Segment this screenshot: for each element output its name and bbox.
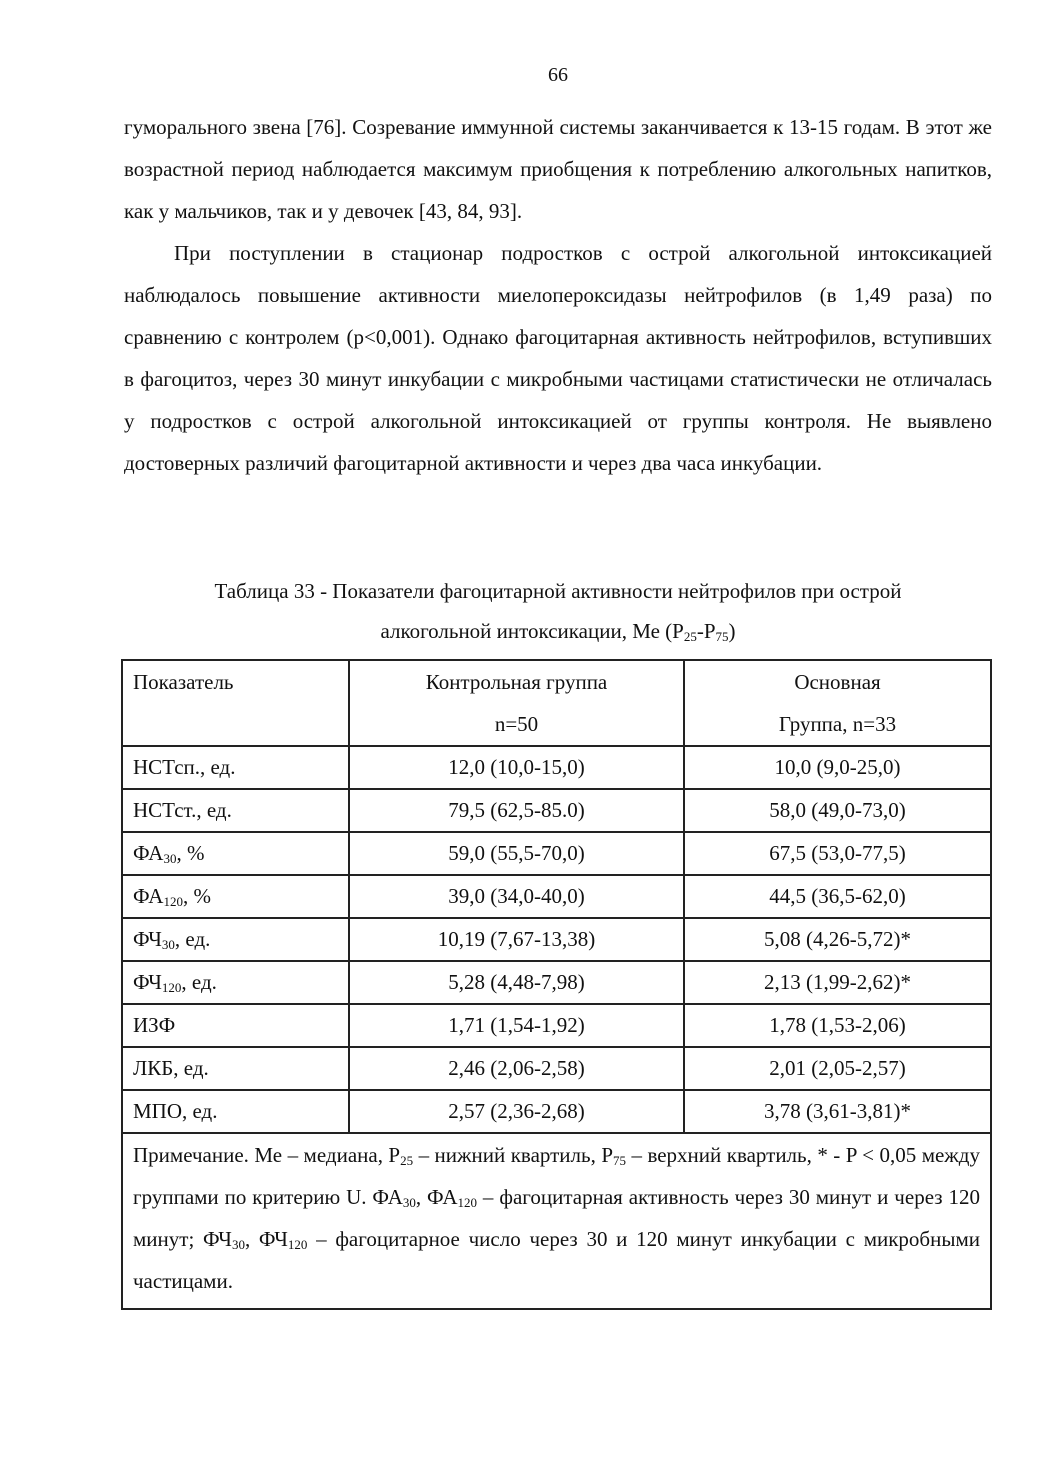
- table-row: [122, 918, 991, 961]
- indicator-subscript: 30: [163, 851, 177, 866]
- table-row: [122, 1004, 991, 1047]
- indicator-name: ИЗФ: [133, 1013, 176, 1037]
- note-text-1: Примечание. Ме – медиана, Р: [133, 1143, 401, 1167]
- indicator-cell: [122, 1090, 349, 1133]
- control-group-value: 5,28 (4,48-7,98): [349, 961, 684, 1004]
- indicator-name: НСТсп., ед.: [133, 755, 236, 779]
- paragraph-2: При поступлении в стационар подростков с острой алкогольной интоксикацией наблюдалось повышение активности миелопероксидазы нейтрофилов (в 1,49 раза) по сравнению с контролем (p<0,001). Однако фагоцитарная активность нейтрофилов, вступивших в фагоцитоз, через 30 минут инкубации с микробными частицами статистически не отличалась у подростков с острой алкогольной интоксикацией от группы контроля. Не выявлено достоверных различий фагоцитарной активности и через два часа инкубации.: [124, 241, 992, 475]
- indicator-unit: , %: [176, 841, 205, 865]
- phagocytic-activity-table: [121, 659, 992, 1310]
- main-group-value: 2,01 (2,05-2,57): [684, 1047, 991, 1090]
- control-group-value: 10,19 (7,67-13,38): [349, 918, 684, 961]
- note-sub-fch120: 120: [287, 1237, 308, 1252]
- note-sub-fch30: 30: [231, 1237, 245, 1252]
- main-group-value: 1,78 (1,53-2,06): [684, 1004, 991, 1047]
- note-sub-25: 25: [400, 1153, 414, 1168]
- table-row: [122, 832, 991, 875]
- table-note: [122, 1133, 991, 1309]
- table-header-row: [122, 660, 991, 746]
- caption-prefix: алкогольной интоксикации, Ме (Р: [380, 619, 684, 643]
- caption-sub-75: 75: [715, 629, 729, 644]
- indicator-cell: [122, 789, 349, 832]
- control-group-value: 39,0 (34,0-40,0): [349, 875, 684, 918]
- note-sub-75: 75: [613, 1153, 626, 1168]
- table-caption: [124, 571, 992, 651]
- indicator-unit: , %: [182, 884, 211, 908]
- main-group-value: 2,13 (1,99-2,62)*: [684, 961, 991, 1004]
- indicator-cell: [122, 1004, 349, 1047]
- table-row: [122, 746, 991, 789]
- caption-sub-25: 25: [683, 629, 697, 644]
- note-text-5: – фагоцитарная активность через 30 минут и через 120 минут; ФЧ: [133, 1185, 980, 1251]
- indicator-cell: [122, 961, 349, 1004]
- header-main-line1: Основная: [794, 670, 881, 694]
- indicator-name: ФА: [133, 884, 164, 908]
- note-text-6: , ФЧ: [244, 1227, 288, 1251]
- note-text-4: , ФА: [415, 1185, 458, 1209]
- table-row: [122, 1090, 991, 1133]
- caption-suffix: ): [728, 619, 736, 643]
- table-caption-line2: [124, 611, 992, 651]
- indicator-cell: [122, 832, 349, 875]
- body-text: [124, 106, 992, 484]
- table-caption-line1: Таблица 33 - Показатели фагоцитарной активности нейтрофилов при острой: [214, 579, 902, 603]
- table-row: [122, 875, 991, 918]
- indicator-cell: [122, 918, 349, 961]
- main-group-value: 3,78 (3,61-3,81)*: [684, 1090, 991, 1133]
- indicator-name: ФЧ: [133, 927, 162, 951]
- paragraph-1: гуморального звена [76]. Созревание иммунной системы заканчивается к 13-15 годам. В этот же возрастной период наблюдается максимум приобщения к потреблению алкогольных напитков, как у мальчиков, так и у девочек [43, 84, 93].: [124, 115, 992, 223]
- indicator-cell: [122, 746, 349, 789]
- note-sub-fa120: 120: [457, 1195, 477, 1210]
- header-main-line2: Группа, n=33: [778, 712, 897, 736]
- control-group-value: 2,57 (2,36-2,68): [349, 1090, 684, 1133]
- table-row: [122, 789, 991, 832]
- indicator-unit: , ед.: [174, 927, 211, 951]
- indicator-subscript: 120: [163, 894, 183, 909]
- main-group-value: 67,5 (53,0-77,5): [684, 832, 991, 875]
- main-group-value: 5,08 (4,26-5,72)*: [684, 918, 991, 961]
- indicator-subscript: 30: [161, 937, 175, 952]
- table-row: [122, 1047, 991, 1090]
- control-group-value: 12,0 (10,0-15,0): [349, 746, 684, 789]
- indicator-name: ФЧ: [133, 970, 162, 994]
- page-number: 66: [548, 64, 568, 86]
- header-indicator: Показатель: [122, 660, 349, 746]
- control-group-value: 59,0 (55,5-70,0): [349, 832, 684, 875]
- control-group-value: 1,71 (1,54-1,92): [349, 1004, 684, 1047]
- indicator-name: ЛКБ, ед.: [133, 1056, 209, 1080]
- main-group-value: 44,5 (36,5-62,0): [684, 875, 991, 918]
- indicator-name: НСТст., ед.: [133, 798, 232, 822]
- indicator-cell: [122, 1047, 349, 1090]
- header-control-group: [349, 660, 684, 746]
- control-group-value: 79,5 (62,5-85.0): [349, 789, 684, 832]
- indicator-name: МПО, ед.: [133, 1099, 218, 1123]
- header-main-group: [684, 660, 991, 746]
- indicator-cell: [122, 875, 349, 918]
- note-text-3: – верхний квартиль, * - P < 0,05 между группами по критерию U. ФА: [133, 1143, 980, 1209]
- main-group-value: 58,0 (49,0-73,0): [684, 789, 991, 832]
- main-group-value: 10,0 (9,0-25,0): [684, 746, 991, 789]
- indicator-subscript: 120: [161, 980, 182, 995]
- table-row: [122, 961, 991, 1004]
- indicator-unit: , ед.: [181, 970, 217, 994]
- note-text-2: – нижний квартиль, Р: [413, 1143, 613, 1167]
- caption-mid: -Р: [696, 619, 716, 643]
- note-text-7: – фагоцитарное число через 30 и 120 минут инкубации с микробными частицами.: [133, 1227, 980, 1293]
- note-sub-fa30: 30: [402, 1195, 416, 1210]
- header-control-line2: n=50: [494, 712, 539, 736]
- control-group-value: 2,46 (2,06-2,58): [349, 1047, 684, 1090]
- indicator-name: ФА: [133, 841, 164, 865]
- table-body: [122, 746, 991, 1133]
- table-note-row: [122, 1133, 991, 1309]
- header-control-line1: Контрольная группа: [425, 670, 608, 694]
